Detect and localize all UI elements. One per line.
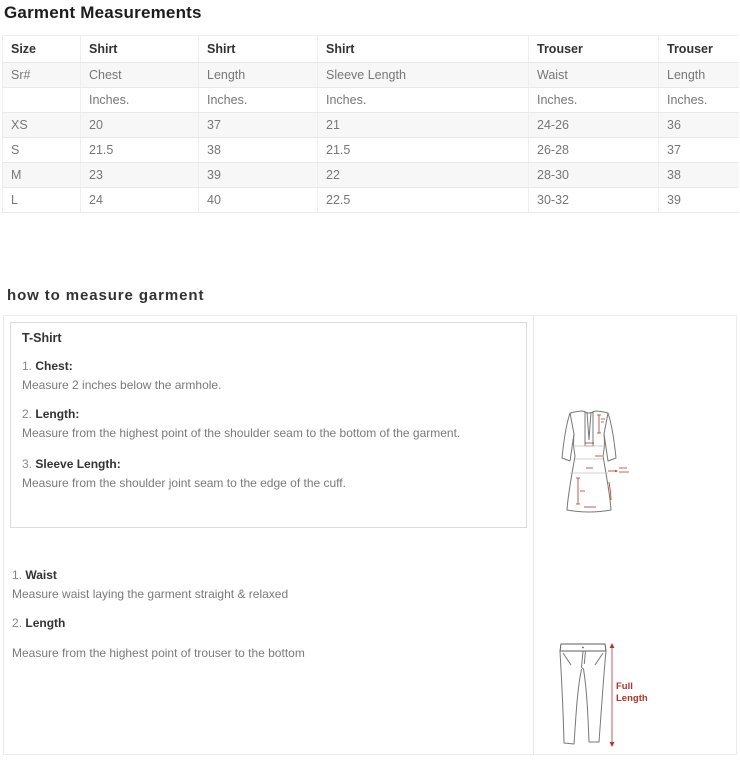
- instruction-label: [22, 457, 515, 472]
- tshirt-measurement-illustration: [552, 406, 652, 518]
- table-cell: 36: [659, 113, 739, 138]
- table-cell: Waist: [529, 63, 659, 88]
- column-header: Shirt: [81, 36, 199, 63]
- instruction-desc: Measure from the highest point of trouser to the bottom: [12, 645, 305, 660]
- table-cell: 21.5: [81, 138, 199, 163]
- trouser-instructions: [12, 568, 533, 661]
- column-header: Shirt: [199, 36, 318, 63]
- column-header: Trouser: [659, 36, 739, 63]
- table-cell: 23: [81, 163, 199, 188]
- table-cell: 39: [199, 163, 318, 188]
- table-cell: L: [3, 188, 81, 213]
- instruction-number: 2.: [22, 406, 33, 421]
- trouser-diagram: [556, 641, 666, 751]
- instruction-label: [12, 568, 533, 583]
- section-title: how to measure garment: [7, 287, 205, 304]
- table-cell: Sleeve Length: [318, 63, 529, 88]
- tshirt-instructions-box: [10, 322, 527, 528]
- instructions-column: [4, 316, 533, 754]
- table-cell: M: [3, 163, 81, 188]
- table-cell: Chest: [81, 63, 199, 88]
- table-cell: 30-32: [529, 188, 659, 213]
- instruction-title: Waist: [25, 568, 57, 582]
- table-cell: Length: [199, 63, 318, 88]
- column-header: Shirt: [318, 36, 529, 63]
- table-cell: 26-28: [529, 138, 659, 163]
- table-cell: [3, 88, 81, 113]
- instruction-number: 3.: [22, 457, 33, 472]
- table-cell: 37: [199, 113, 318, 138]
- table-cell: Inches.: [529, 88, 659, 113]
- trouser-measurement-illustration: [556, 641, 618, 751]
- table-cell: 20: [81, 113, 199, 138]
- instruction-desc: Measure from the highest point of the shoulder seam to the bottom of the garment.: [22, 425, 461, 440]
- diagrams-column: [533, 316, 736, 754]
- table-row: [3, 63, 739, 88]
- table-cell: 40: [199, 188, 318, 213]
- table-cell: Inches.: [318, 88, 529, 113]
- instruction-number: 1.: [12, 568, 23, 582]
- table-cell: Inches.: [199, 88, 318, 113]
- table-cell: S: [3, 138, 81, 163]
- table-cell: 39: [659, 188, 739, 213]
- page: [0, 3, 740, 765]
- table-cell: 22: [318, 163, 529, 188]
- table-cell: 24-26: [529, 113, 659, 138]
- page-title: Garment Measurements: [4, 3, 202, 22]
- table-cell: XS: [3, 113, 81, 138]
- instruction-number: 2.: [12, 615, 23, 630]
- how-to-panel: [3, 315, 737, 755]
- table-cell: 21: [318, 113, 529, 138]
- column-header: Trouser: [529, 36, 659, 63]
- instruction-desc: Measure waist laying the garment straight & relaxed: [12, 587, 289, 601]
- table-row: [3, 113, 739, 138]
- table-cell: Inches.: [81, 88, 199, 113]
- table-cell: 24: [81, 188, 199, 213]
- instruction-title: Sleeve Length:: [35, 457, 121, 472]
- table-cell: 21.5: [318, 138, 529, 163]
- table-cell: Sr#: [3, 63, 81, 88]
- instruction-desc: Measure 2 inches below the armhole.: [22, 378, 222, 392]
- table-cell: 38: [199, 138, 318, 163]
- column-header: Size: [3, 36, 81, 63]
- instruction-desc: Measure from the shoulder joint seam to the edge of the cuff.: [22, 476, 346, 491]
- table-row: [3, 88, 739, 113]
- table-cell: 28-30: [529, 163, 659, 188]
- table-cell: Inches.: [659, 88, 739, 113]
- table-row: [3, 138, 739, 163]
- table-cell: Length: [659, 63, 739, 88]
- tshirt-diagram: [552, 406, 652, 518]
- table-cell: 38: [659, 163, 739, 188]
- measurements-table: [2, 35, 739, 213]
- tshirt-heading: T-Shirt: [22, 331, 62, 345]
- instruction-title: Length: [25, 615, 66, 630]
- table-cell: 37: [659, 138, 739, 163]
- full-length-label: Full Length: [616, 681, 648, 705]
- table-row: [3, 188, 739, 213]
- table-cell: 22.5: [318, 188, 529, 213]
- instruction-number: 1.: [22, 359, 33, 373]
- instruction-label: [12, 616, 533, 631]
- instruction-label: [22, 359, 515, 374]
- instruction-title: Chest:: [35, 359, 73, 373]
- instruction-label: [22, 407, 515, 422]
- table-header-row: [3, 36, 739, 63]
- instruction-title: Length:: [35, 406, 80, 421]
- table-row: [3, 163, 739, 188]
